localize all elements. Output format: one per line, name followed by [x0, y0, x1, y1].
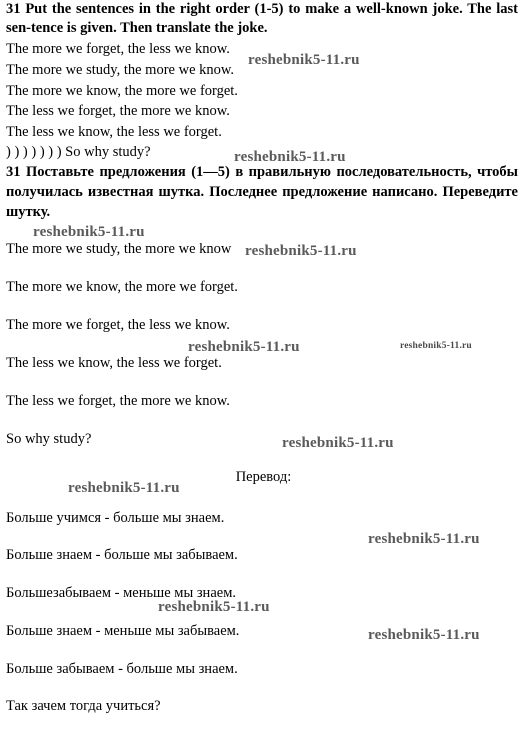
translation-line-3: Большезабываем - меньше мы знаем.: [6, 585, 236, 601]
english-line-2: The more we study, the more we know.: [6, 62, 235, 78]
watermark: reshebnik5-11.ru: [188, 339, 300, 355]
english-line-1: The more we forget, the less we know.: [6, 41, 230, 57]
watermark: reshebnik5-11.ru: [368, 531, 480, 547]
watermark: reshebnik5-11.ru: [33, 224, 145, 240]
answer-line-5: The less we forget, the more we know.: [6, 393, 230, 409]
english-line-3: The more we know, the more we forget.: [6, 83, 238, 99]
translation-line-4: Больше знаем - меньше мы забываем.: [6, 623, 240, 639]
watermark: reshebnik5-11.ru: [245, 243, 357, 259]
translation-line-6: Так зачем тогда учиться?: [6, 698, 161, 714]
translation-label: Перевод:: [235, 469, 292, 485]
answer-line-1: The more we study, the more we know: [6, 241, 232, 257]
translation-line-1: Больше учимся - больше мы знаем.: [6, 510, 225, 526]
english-line-6: ) ) ) ) ) ) ) So why study?: [6, 144, 151, 160]
answer-line-6: So why study?: [6, 431, 92, 447]
translation-line-5: Больше забываем - больше мы знаем.: [6, 661, 238, 677]
russian-task-heading: 31 Поставьте предложения (1—5) в правильную последовательность, чтобы получилась известная шутка. Последнее предложение написано. Переведите шутку.: [6, 164, 518, 220]
answer-line-4: The less we know, the less we forget.: [6, 355, 222, 371]
english-line-5: The less we know, the less we forget.: [6, 124, 222, 140]
watermark: reshebnik5-11.ru: [68, 480, 180, 496]
watermark-small: reshebnik5-11.ru: [400, 341, 472, 351]
watermark: reshebnik5-11.ru: [282, 435, 394, 451]
answer-line-3: The more we forget, the less we know.: [6, 317, 230, 333]
watermark: reshebnik5-11.ru: [368, 627, 480, 643]
watermark: reshebnik5-11.ru: [234, 149, 346, 165]
watermark: reshebnik5-11.ru: [248, 52, 360, 68]
english-line-4: The less we forget, the more we know.: [6, 103, 230, 119]
answer-line-2: The more we know, the more we forget.: [6, 279, 238, 295]
watermark: reshebnik5-11.ru: [158, 599, 270, 615]
translation-line-2: Больше знаем - больше мы забываем.: [6, 547, 238, 563]
english-task-heading: 31 Put the sentences in the right order (1-5) to make a well-known joke. The last sen-tence is given. Then translate the joke.: [6, 1, 518, 36]
